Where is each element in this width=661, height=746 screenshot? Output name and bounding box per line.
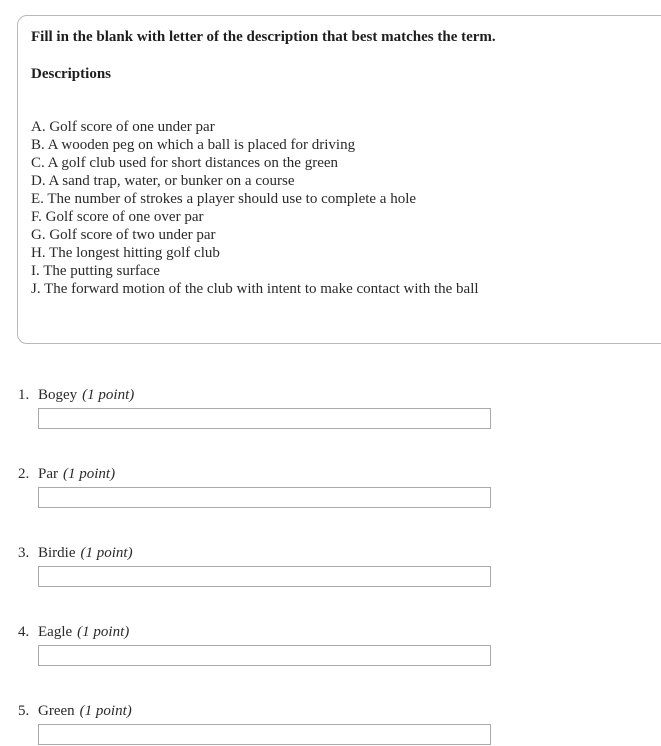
- description-item-j: J. The forward motion of the club with intent to make contact with the ball: [31, 281, 479, 297]
- question-label: [18, 544, 498, 562]
- answer-input-green[interactable]: [38, 724, 491, 745]
- question-number: 2.: [18, 466, 30, 482]
- question-1: [18, 386, 498, 404]
- question-label: [18, 465, 498, 483]
- question-points: (1 point): [79, 703, 132, 719]
- answer-input-par[interactable]: [38, 487, 491, 508]
- question-number: 3.: [18, 545, 30, 561]
- description-item-h: H. The longest hitting golf club: [31, 245, 220, 261]
- description-item-a: A. Golf score of one under par: [31, 119, 215, 135]
- description-item-d: D. A sand trap, water, or bunker on a course: [31, 173, 295, 189]
- description-item-i: I. The putting surface: [31, 263, 160, 279]
- descriptions-heading: Descriptions: [31, 66, 111, 82]
- answer-input-birdie[interactable]: [38, 566, 491, 587]
- description-item-g: G. Golf score of two under par: [31, 227, 216, 243]
- question-number: 5.: [18, 703, 30, 719]
- question-term: Par: [38, 466, 58, 482]
- question-points: (1 point): [77, 624, 130, 640]
- instructions-title: Fill in the blank with letter of the description that best matches the term.: [31, 29, 496, 45]
- answer-input-eagle[interactable]: [38, 645, 491, 666]
- question-4: [18, 623, 498, 641]
- question-label: [18, 386, 498, 404]
- question-number: 1.: [18, 387, 30, 403]
- question-number: 4.: [18, 624, 30, 640]
- question-2: [18, 465, 498, 483]
- question-term: Birdie: [38, 545, 76, 561]
- question-term: Eagle: [38, 624, 73, 640]
- question-points: (1 point): [80, 545, 133, 561]
- description-item-e: E. The number of strokes a player should use to complete a hole: [31, 191, 417, 207]
- question-term: Bogey: [38, 387, 78, 403]
- question-3: [18, 544, 498, 562]
- question-term: Green: [38, 703, 75, 719]
- answer-input-bogey[interactable]: [38, 408, 491, 429]
- descriptions-list: [31, 118, 479, 298]
- question-points: (1 point): [82, 387, 135, 403]
- description-item-c: C. A golf club used for short distances on the green: [31, 155, 339, 171]
- question-label: [18, 623, 498, 641]
- description-item-b: B. A wooden peg on which a ball is placed for driving: [31, 137, 356, 153]
- question-label: [18, 702, 498, 720]
- description-item-f: F. Golf score of one over par: [31, 209, 204, 225]
- question-points: (1 point): [63, 466, 116, 482]
- question-5: [18, 702, 498, 720]
